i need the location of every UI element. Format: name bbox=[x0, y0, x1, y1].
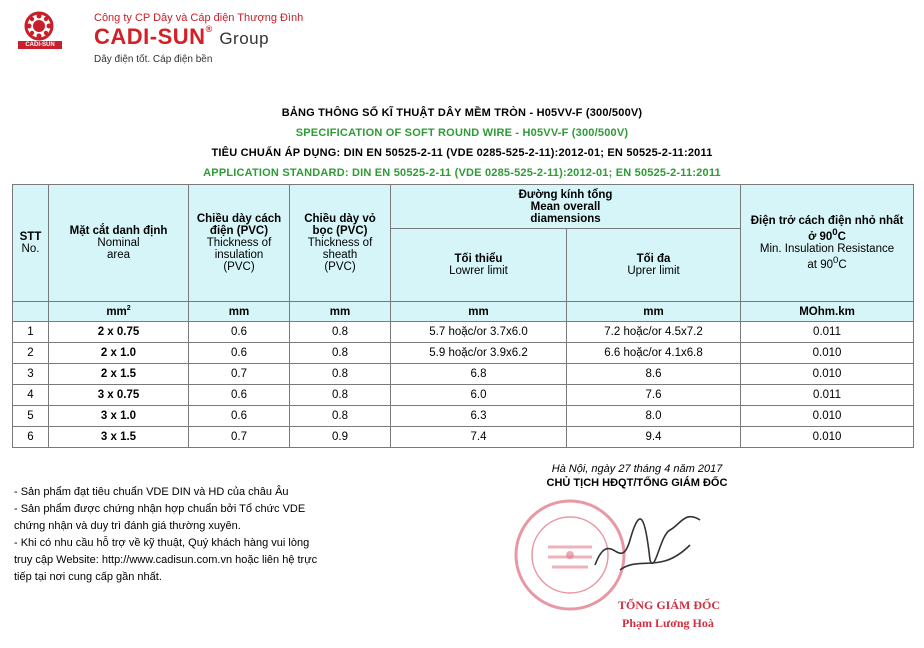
note-line: tiếp tại nơi cung cấp gần nhất. bbox=[14, 571, 162, 583]
resistance-vn2-sup: 0 bbox=[832, 227, 838, 239]
cell-resistance: 0.010 bbox=[741, 427, 914, 448]
unit-max: mm bbox=[567, 302, 741, 322]
note-line: - Khi có nhu cầu hỗ trợ về kỹ thuật, Quý khách hàng vui lòng bbox=[14, 537, 310, 549]
header-sheath-en2: sheath bbox=[322, 249, 358, 261]
header-resistance-en1: Min. Insulation Resistance bbox=[759, 243, 895, 255]
table-row bbox=[13, 343, 914, 364]
signing-date: Hà Nội, ngày 27 tháng 4 năm 2017 bbox=[551, 463, 723, 475]
header-max-en: Uprer limit bbox=[627, 265, 680, 277]
header-sheath-vn1: Chiều dày vỏ bbox=[304, 213, 376, 225]
header-overall-vn: Đường kính tổng bbox=[518, 188, 613, 201]
header-max-vn: Tối đa bbox=[636, 253, 671, 265]
resistance-en2-unit: C bbox=[838, 258, 847, 271]
cell-section: 2 x 0.75 bbox=[49, 322, 189, 343]
header-insulation-en1: Thickness of bbox=[206, 237, 272, 249]
cell-stt: 2 bbox=[13, 343, 49, 364]
note-line: - Sản phẩm đạt tiêu chuẩn VDE DIN và HD của châu Âu bbox=[14, 486, 289, 498]
header-min bbox=[391, 229, 567, 302]
header-section-en1: Nominal bbox=[97, 237, 140, 249]
signer-position: CHỦ TỊCH HĐQT/TỔNG GIÁM ĐỐC bbox=[546, 477, 728, 489]
table-row bbox=[13, 364, 914, 385]
header-resistance-vn2 bbox=[741, 227, 913, 243]
resistance-vn2-text: ở 90 bbox=[808, 231, 833, 243]
resistance-en2-text: at 90 bbox=[807, 258, 833, 271]
header-insulation-vn1: Chiều dày cách bbox=[196, 213, 282, 225]
cell-sheath: 0.8 bbox=[290, 364, 391, 385]
unit-section bbox=[49, 302, 189, 322]
unit-section-text: mm bbox=[106, 305, 127, 318]
header-section-en2: area bbox=[106, 249, 131, 261]
header-sheath-en1: Thickness of bbox=[307, 237, 373, 249]
table-row bbox=[13, 427, 914, 448]
standard-vietnamese: TIÊU CHUẨN ÁP DỤNG: DIN EN 50525-2-11 (VDE 0285-525-2-11):2012-01; EN 50525-2-11:2011 bbox=[211, 147, 713, 159]
cell-min: 7.4 bbox=[391, 427, 567, 448]
cell-max: 7.6 bbox=[567, 385, 741, 406]
cell-max: 9.4 bbox=[567, 427, 741, 448]
header-min-vn: Tối thiểu bbox=[454, 253, 503, 265]
cell-resistance: 0.010 bbox=[741, 406, 914, 427]
signature-block bbox=[512, 463, 762, 489]
cell-sheath: 0.9 bbox=[290, 427, 391, 448]
table-row bbox=[13, 322, 914, 343]
cell-resistance: 0.010 bbox=[741, 343, 914, 364]
header-insulation-en3: (PVC) bbox=[223, 261, 255, 273]
cell-section: 2 x 1.0 bbox=[49, 343, 189, 364]
cell-sheath: 0.8 bbox=[290, 406, 391, 427]
company-slogan: Dây điện tốt. Cáp điện bền bbox=[94, 54, 213, 65]
header-sheath-vn2: bọc (PVC) bbox=[312, 225, 368, 237]
cell-max: 8.0 bbox=[567, 406, 741, 427]
registered-mark: ® bbox=[205, 24, 213, 34]
header-insulation-en2: insulation bbox=[214, 249, 264, 261]
specification-table bbox=[12, 184, 914, 448]
header-max bbox=[567, 229, 741, 302]
logo-label: CADI-SUN bbox=[18, 41, 62, 49]
brand-group: Group bbox=[219, 29, 270, 48]
cell-sheath: 0.8 bbox=[290, 385, 391, 406]
cell-insulation: 0.7 bbox=[189, 364, 290, 385]
cell-min: 5.9 hoặc/or 3.9x6.2 bbox=[391, 343, 567, 364]
table-row bbox=[13, 406, 914, 427]
note-line: truy cập Website: http://www.cadisun.com.vn hoặc liên hệ trực bbox=[14, 554, 318, 566]
header-insulation-vn2: điện (PVC) bbox=[209, 225, 269, 237]
cell-min: 6.8 bbox=[391, 364, 567, 385]
cell-section: 3 x 1.0 bbox=[49, 406, 189, 427]
table-unit-row bbox=[13, 302, 914, 322]
unit-sheath: mm bbox=[290, 302, 391, 322]
cell-max: 8.6 bbox=[567, 364, 741, 385]
title-vietnamese: BẢNG THÔNG SỐ KĨ THUẬT DÂY MỀM TRÒN - H05VV-F (300/500V) bbox=[281, 107, 643, 119]
cell-stt: 5 bbox=[13, 406, 49, 427]
cell-insulation: 0.6 bbox=[189, 322, 290, 343]
cell-resistance: 0.011 bbox=[741, 322, 914, 343]
header-resistance-en2 bbox=[741, 255, 913, 271]
cell-stt: 3 bbox=[13, 364, 49, 385]
company-name: Công ty CP Dây và Cáp điện Thượng Đình bbox=[94, 12, 304, 24]
header-insulation bbox=[189, 185, 290, 302]
unit-stt bbox=[13, 302, 49, 322]
cell-resistance: 0.011 bbox=[741, 385, 914, 406]
header-stt-vn: STT bbox=[19, 231, 42, 243]
header-sheath-en3: (PVC) bbox=[324, 261, 356, 273]
standard-english: APPLICATION STANDARD: DIN EN 50525-2-11 (VDE 0285-525-2-11):2012-01; EN 50525-2-11:2011 bbox=[203, 167, 721, 179]
cell-insulation: 0.7 bbox=[189, 427, 290, 448]
header-sheath bbox=[290, 185, 391, 302]
notes-block bbox=[14, 484, 364, 586]
cell-min: 6.3 bbox=[391, 406, 567, 427]
cell-sheath: 0.8 bbox=[290, 343, 391, 364]
cell-stt: 6 bbox=[13, 427, 49, 448]
header-resistance-vn1: Điện trở cách điện nhỏ nhất bbox=[750, 215, 904, 228]
brand-text: CADI-SUN bbox=[94, 24, 206, 49]
cell-max: 6.6 hoặc/or 4.1x6.8 bbox=[567, 343, 741, 364]
resistance-en2-sup: 0 bbox=[832, 255, 839, 266]
document-titles bbox=[0, 103, 924, 183]
company-header bbox=[14, 10, 314, 68]
header-stt bbox=[13, 185, 49, 302]
title-english: SPECIFICATION OF SOFT ROUND WIRE - H05VV-F (300/500V) bbox=[295, 127, 629, 139]
unit-resistance: MOhm.km bbox=[741, 302, 914, 322]
table-header-row bbox=[13, 185, 914, 229]
cell-section: 3 x 0.75 bbox=[49, 385, 189, 406]
cell-max: 7.2 hoặc/or 4.5x7.2 bbox=[567, 322, 741, 343]
header-overall bbox=[391, 185, 741, 229]
header-resistance bbox=[741, 185, 914, 302]
resistance-vn2-unit: C bbox=[837, 231, 846, 243]
cell-section: 2 x 1.5 bbox=[49, 364, 189, 385]
note-line: - Sản phẩm được chứng nhận hợp chuẩn bởi Tổ chức VDE bbox=[14, 503, 306, 515]
unit-insulation: mm bbox=[189, 302, 290, 322]
cell-sheath: 0.8 bbox=[290, 322, 391, 343]
handwritten-signature-icon bbox=[590, 505, 710, 585]
signer-name: Phạm Lương Hoà bbox=[622, 616, 714, 630]
brand-name bbox=[94, 24, 269, 50]
cell-min: 5.7 hoặc/or 3.7x6.0 bbox=[391, 322, 567, 343]
table-row bbox=[13, 385, 914, 406]
header-min-en: Lowrer limit bbox=[449, 265, 508, 277]
cell-insulation: 0.6 bbox=[189, 343, 290, 364]
note-line: chứng nhận và duy trì đánh giá thường xuyên. bbox=[14, 520, 241, 532]
cell-stt: 1 bbox=[13, 322, 49, 343]
header-overall-en2: diamensions bbox=[530, 212, 601, 225]
signer-title: TỔNG GIÁM ĐỐC bbox=[618, 598, 720, 612]
cell-stt: 4 bbox=[13, 385, 49, 406]
unit-min: mm bbox=[391, 302, 567, 322]
header-overall-en1: Mean overall bbox=[530, 200, 601, 213]
header-section bbox=[49, 185, 189, 302]
cell-section: 3 x 1.5 bbox=[49, 427, 189, 448]
unit-section-sup: 2 bbox=[126, 305, 131, 313]
cell-min: 6.0 bbox=[391, 385, 567, 406]
header-stt-en: No. bbox=[21, 243, 40, 255]
header-section-vn: Mặt cắt danh định bbox=[69, 225, 168, 237]
cell-insulation: 0.6 bbox=[189, 385, 290, 406]
cell-insulation: 0.6 bbox=[189, 406, 290, 427]
cell-resistance: 0.010 bbox=[741, 364, 914, 385]
